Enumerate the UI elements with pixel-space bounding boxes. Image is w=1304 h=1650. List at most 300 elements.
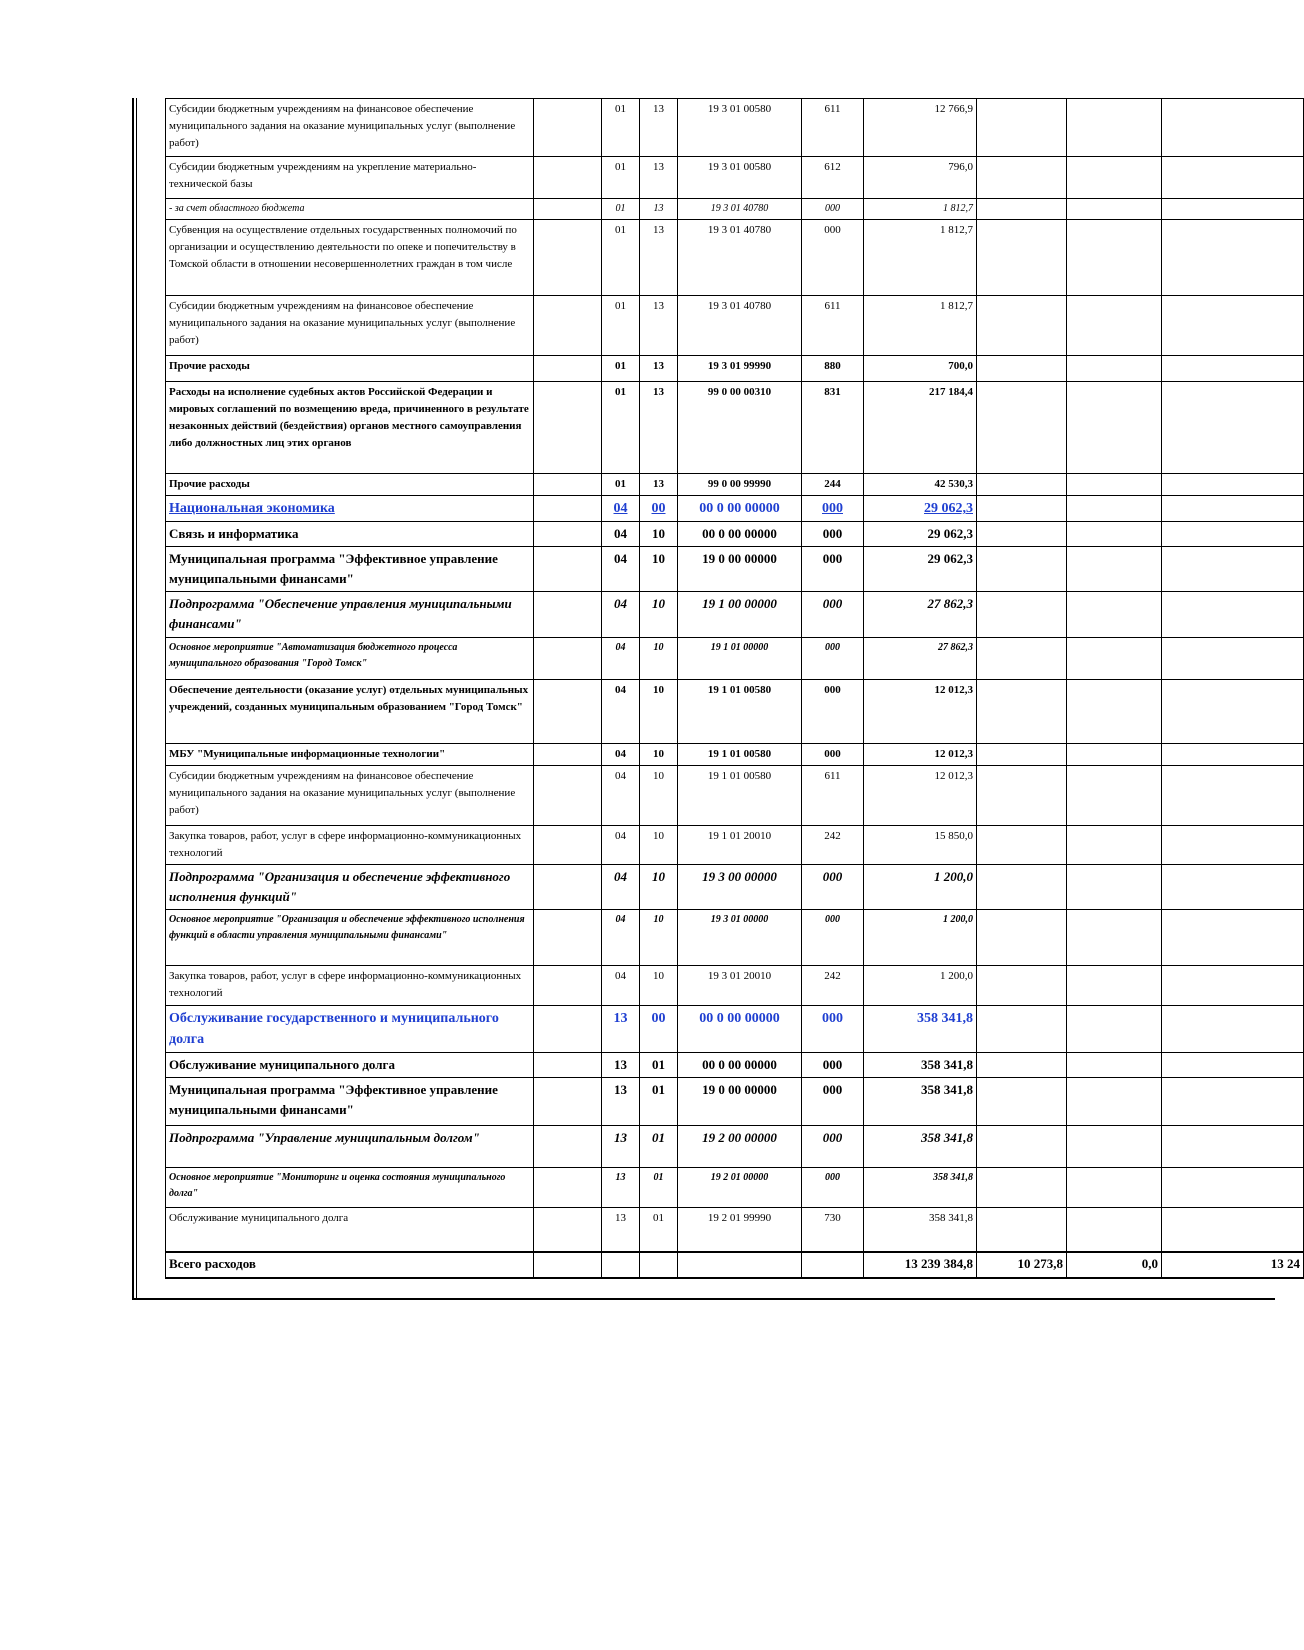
row-subsection xyxy=(640,826,678,865)
row-target-code-text: 19 2 01 99990 xyxy=(707,1212,772,1224)
row-expense-type xyxy=(802,1168,864,1208)
row-section-text: 04 xyxy=(613,501,628,516)
table-row xyxy=(166,496,1304,522)
left-border-thin xyxy=(136,98,137,1300)
table-cell-empty xyxy=(977,382,1067,474)
table-cell-empty xyxy=(1067,865,1162,910)
row-section-text: 04 xyxy=(615,830,626,842)
table-cell-empty xyxy=(1162,220,1304,296)
table-row xyxy=(166,547,1304,592)
row-section xyxy=(602,966,640,1006)
table-body xyxy=(166,99,1304,1252)
table-cell-empty xyxy=(1162,592,1304,638)
row-target-code xyxy=(678,382,802,474)
row-amount-text: 27 862,3 xyxy=(938,642,973,653)
row-subsection xyxy=(640,592,678,638)
row-amount xyxy=(864,496,977,522)
table-cell-empty xyxy=(1162,1078,1304,1126)
total-label: Всего расходов xyxy=(166,1252,534,1278)
row-name-text: Обслуживание муниципального долга xyxy=(169,1212,349,1224)
row-subsection-text: 10 xyxy=(653,642,664,653)
row-target-code-text: 19 0 00 00000 xyxy=(702,551,777,566)
row-section-text: 01 xyxy=(615,300,626,312)
row-expense-type-text: 000 xyxy=(822,1011,843,1026)
row-amount-text: 12 012,3 xyxy=(934,748,973,760)
row-target-code-text: 00 0 00 00000 xyxy=(699,1011,780,1026)
row-amount-text: 12 012,3 xyxy=(934,770,973,782)
table-cell-empty xyxy=(977,826,1067,865)
row-subsection xyxy=(640,680,678,744)
row-amount xyxy=(864,1006,977,1053)
table-cell-empty xyxy=(977,1168,1067,1208)
table-row xyxy=(166,1006,1304,1053)
table-cell-empty xyxy=(534,1208,602,1252)
row-name-text: Субсидии бюджетным учреждениям на укрепление материально-технической базы xyxy=(169,161,477,190)
table-cell-empty xyxy=(1162,638,1304,680)
table-cell-empty xyxy=(534,1006,602,1053)
row-amount xyxy=(864,680,977,744)
row-name xyxy=(166,522,534,547)
row-subsection-text: 13 xyxy=(653,224,664,236)
row-expense-type xyxy=(802,1208,864,1252)
row-name-text: Основное мероприятие "Автоматизация бюджетного процесса муниципального образования "Город Томск" xyxy=(169,642,458,669)
left-border-thick xyxy=(132,98,134,1300)
row-section-text: 04 xyxy=(615,914,626,925)
row-section-text: 04 xyxy=(614,526,627,541)
table-row xyxy=(166,220,1304,296)
row-expense-type xyxy=(802,638,864,680)
table-cell-empty xyxy=(1067,157,1162,199)
table-cell-empty xyxy=(1067,99,1162,157)
row-name xyxy=(166,638,534,680)
row-target-code-text: 19 1 01 20010 xyxy=(707,830,772,842)
row-subsection-text: 10 xyxy=(653,830,664,842)
row-expense-type xyxy=(802,766,864,826)
table-cell-empty xyxy=(534,474,602,496)
row-expense-type-text: 000 xyxy=(822,1057,843,1072)
row-subsection xyxy=(640,496,678,522)
row-subsection-text: 10 xyxy=(653,970,664,982)
row-subsection xyxy=(640,910,678,966)
row-amount xyxy=(864,1053,977,1078)
row-section-text: 01 xyxy=(615,103,626,115)
table-cell-empty xyxy=(534,744,602,766)
row-expense-type-text: 611 xyxy=(824,300,841,312)
table-cell-empty xyxy=(1067,496,1162,522)
table-cell-empty xyxy=(1067,296,1162,356)
row-section xyxy=(602,865,640,910)
table-cell-empty xyxy=(1162,865,1304,910)
row-section-text: 13 xyxy=(613,1011,628,1026)
total-amount: 13 239 384,8 xyxy=(864,1252,977,1278)
row-expense-type xyxy=(802,865,864,910)
row-name xyxy=(166,474,534,496)
table-cell-empty xyxy=(534,910,602,966)
row-section-text: 04 xyxy=(614,551,627,566)
row-name xyxy=(166,766,534,826)
row-name xyxy=(166,220,534,296)
row-expense-type-text: 831 xyxy=(824,386,841,398)
row-expense-type xyxy=(802,474,864,496)
row-amount-text: 358 341,8 xyxy=(929,1212,973,1224)
table-cell-empty xyxy=(977,592,1067,638)
row-section xyxy=(602,547,640,592)
row-subsection xyxy=(640,966,678,1006)
row-amount-text: 29 062,3 xyxy=(927,526,973,541)
table-cell-empty xyxy=(534,1168,602,1208)
row-target-code xyxy=(678,547,802,592)
row-expense-type-text: 242 xyxy=(824,830,841,842)
row-target-code xyxy=(678,1053,802,1078)
table-row xyxy=(166,1078,1304,1126)
row-expense-type xyxy=(802,592,864,638)
table-cell-empty xyxy=(534,826,602,865)
row-target-code-text: 19 3 01 40780 xyxy=(707,300,772,312)
table-cell-empty xyxy=(1162,1168,1304,1208)
row-subsection-text: 00 xyxy=(651,501,666,516)
row-expense-type xyxy=(802,680,864,744)
table-cell-empty xyxy=(1067,826,1162,865)
row-section xyxy=(602,1006,640,1053)
table-cell-empty xyxy=(977,1053,1067,1078)
table-cell-empty xyxy=(534,356,602,382)
row-subsection xyxy=(640,547,678,592)
row-target-code xyxy=(678,826,802,865)
row-amount xyxy=(864,99,977,157)
row-name-text: Субсидии бюджетным учреждениям на финансовое обеспечение муниципального задания на оказание муниципальных услуг (выполнение работ) xyxy=(169,770,516,816)
table-cell-empty xyxy=(1162,1053,1304,1078)
row-section xyxy=(602,474,640,496)
row-target-code-text: 19 1 01 00580 xyxy=(707,684,772,696)
row-name-text: Подпрограмма "Организация и обеспечение эффективного исполнения функций" xyxy=(169,869,511,904)
row-expense-type-text: 000 xyxy=(822,526,843,541)
row-subsection xyxy=(640,766,678,826)
row-target-code-text: 19 3 00 00000 xyxy=(702,869,777,884)
row-target-code-text: 19 3 01 00000 xyxy=(710,914,769,925)
table-row xyxy=(166,522,1304,547)
row-expense-type xyxy=(802,1126,864,1168)
table-cell-empty xyxy=(1067,592,1162,638)
row-amount xyxy=(864,766,977,826)
row-amount xyxy=(864,826,977,865)
row-section xyxy=(602,496,640,522)
row-name-text: Закупка товаров, работ, услуг в сфере информационно-коммуникационных технологий xyxy=(169,970,522,999)
row-target-code-text: 00 0 00 00000 xyxy=(702,526,777,541)
row-subsection xyxy=(640,296,678,356)
row-name xyxy=(166,865,534,910)
table-cell-empty xyxy=(1162,826,1304,865)
row-expense-type xyxy=(802,99,864,157)
row-name xyxy=(166,1053,534,1078)
table-row xyxy=(166,910,1304,966)
row-amount xyxy=(864,1078,977,1126)
row-section xyxy=(602,382,640,474)
row-expense-type-text: 244 xyxy=(824,478,841,490)
row-section xyxy=(602,157,640,199)
row-name-text: Муниципальная программа "Эффективное управление муниципальными финансами" xyxy=(169,1082,498,1117)
row-target-code xyxy=(678,522,802,547)
row-expense-type-text: 000 xyxy=(822,551,843,566)
row-subsection-text: 10 xyxy=(652,869,665,884)
row-amount-text: 27 862,3 xyxy=(927,596,973,611)
row-target-code-text: 19 1 01 00580 xyxy=(707,770,772,782)
row-name xyxy=(166,99,534,157)
row-name xyxy=(166,382,534,474)
row-expense-type xyxy=(802,1053,864,1078)
row-amount-text: 1 200,0 xyxy=(940,970,973,982)
row-expense-type-text: 000 xyxy=(825,914,840,925)
table-row xyxy=(166,680,1304,744)
row-target-code-text: 19 1 01 00000 xyxy=(710,642,769,653)
row-target-code xyxy=(678,966,802,1006)
row-target-code xyxy=(678,638,802,680)
table-cell-empty xyxy=(534,1078,602,1126)
table-cell-empty xyxy=(1162,199,1304,220)
row-name-text: Субсидии бюджетным учреждениям на финансовое обеспечение муниципального задания на оказание муниципальных услуг (выполнение работ) xyxy=(169,300,516,346)
table-cell-empty xyxy=(534,522,602,547)
row-name xyxy=(166,1006,534,1053)
table-cell-empty xyxy=(1162,1006,1304,1053)
row-expense-type-text: 730 xyxy=(824,1212,841,1224)
row-subsection xyxy=(640,1126,678,1168)
row-amount xyxy=(864,199,977,220)
table-cell-empty xyxy=(1067,356,1162,382)
row-name xyxy=(166,199,534,220)
row-expense-type xyxy=(802,966,864,1006)
table-cell-empty xyxy=(534,865,602,910)
table-cell-empty xyxy=(977,496,1067,522)
table-cell-empty xyxy=(977,766,1067,826)
row-section xyxy=(602,1078,640,1126)
table-cell-empty xyxy=(977,522,1067,547)
row-amount xyxy=(864,382,977,474)
table-cell-empty xyxy=(1162,496,1304,522)
table-cell-empty xyxy=(1162,296,1304,356)
row-target-code xyxy=(678,220,802,296)
table-cell-empty xyxy=(977,910,1067,966)
row-target-code xyxy=(678,910,802,966)
row-subsection xyxy=(640,356,678,382)
table-cell-empty xyxy=(1162,966,1304,1006)
row-amount xyxy=(864,638,977,680)
row-target-code-text: 19 3 01 20010 xyxy=(707,970,772,982)
table-row xyxy=(166,1168,1304,1208)
row-expense-type-text: 000 xyxy=(822,1082,843,1097)
row-subsection xyxy=(640,1208,678,1252)
row-name-text: МБУ "Муниципальные информационные технологии" xyxy=(169,748,446,760)
row-section xyxy=(602,744,640,766)
row-section xyxy=(602,220,640,296)
table-cell-empty xyxy=(977,547,1067,592)
row-expense-type xyxy=(802,1078,864,1126)
row-name xyxy=(166,826,534,865)
table-cell-empty xyxy=(1067,680,1162,744)
row-expense-type xyxy=(802,910,864,966)
row-name xyxy=(166,1208,534,1252)
row-name-text: Субвенция на осуществление отдельных государственных полномочий по организации и осуществлению деятельности по опеке и попечительству в Томской области в отношении несовершеннолетних граждан в том числе xyxy=(169,224,517,270)
row-section-text: 04 xyxy=(615,770,626,782)
table-cell-empty xyxy=(1162,382,1304,474)
row-subsection-text: 10 xyxy=(653,748,664,760)
row-expense-type-text: 000 xyxy=(822,501,843,516)
row-amount xyxy=(864,157,977,199)
total-col4: 13 24 xyxy=(1162,1252,1304,1278)
table-cell-empty xyxy=(977,220,1067,296)
row-section xyxy=(602,1168,640,1208)
row-subsection-text: 10 xyxy=(652,526,665,541)
row-subsection-text: 13 xyxy=(653,103,664,115)
row-target-code xyxy=(678,99,802,157)
row-target-code-text: 19 1 01 00580 xyxy=(707,748,772,760)
row-amount-text: 358 341,8 xyxy=(921,1082,973,1097)
row-section-text: 04 xyxy=(615,970,626,982)
table-cell-empty xyxy=(1162,1126,1304,1168)
table-cell-empty xyxy=(1067,1053,1162,1078)
row-amount xyxy=(864,522,977,547)
row-target-code-text: 19 3 01 40780 xyxy=(710,203,769,214)
table-cell-empty xyxy=(977,356,1067,382)
table-cell-empty xyxy=(1067,910,1162,966)
table-cell-empty xyxy=(1162,99,1304,157)
row-subsection-text: 13 xyxy=(653,478,664,490)
row-name xyxy=(166,1078,534,1126)
row-name xyxy=(166,592,534,638)
row-amount-text: 29 062,3 xyxy=(927,551,973,566)
row-amount xyxy=(864,474,977,496)
table-cell-empty xyxy=(1067,1208,1162,1252)
table-row xyxy=(166,1053,1304,1078)
row-subsection xyxy=(640,522,678,547)
row-subsection xyxy=(640,382,678,474)
row-name xyxy=(166,680,534,744)
row-amount-text: 42 530,3 xyxy=(934,478,973,490)
row-amount-text: 1 812,7 xyxy=(940,300,973,312)
row-name xyxy=(166,547,534,592)
row-target-code xyxy=(678,199,802,220)
row-subsection-text: 10 xyxy=(653,684,664,696)
row-expense-type-text: 880 xyxy=(824,360,841,372)
table-cell-empty xyxy=(1067,199,1162,220)
table-row xyxy=(166,766,1304,826)
row-subsection-text: 10 xyxy=(653,914,664,925)
table-cell-empty xyxy=(977,1126,1067,1168)
row-name-text: Основное мероприятие "Организация и обеспечение эффективного исполнения функций в области управления муниципальными финансами" xyxy=(169,914,525,941)
row-expense-type-text: 000 xyxy=(825,203,840,214)
row-section-text: 04 xyxy=(615,642,626,653)
table-row xyxy=(166,199,1304,220)
row-target-code-text: 19 3 01 40780 xyxy=(707,224,772,236)
row-name-text: Субсидии бюджетным учреждениям на финансовое обеспечение муниципального задания на оказание муниципальных услуг (выполнение работ) xyxy=(169,103,516,149)
table-cell-empty xyxy=(534,547,602,592)
row-amount-text: 1 200,0 xyxy=(934,869,973,884)
row-amount-text: 1 812,7 xyxy=(940,224,973,236)
table-row xyxy=(166,99,1304,157)
row-name xyxy=(166,356,534,382)
row-amount-text: 358 341,8 xyxy=(933,1172,973,1183)
table-row xyxy=(166,966,1304,1006)
table-cell-empty xyxy=(1162,680,1304,744)
table-cell-empty xyxy=(534,99,602,157)
table-cell-empty xyxy=(977,1006,1067,1053)
row-name-text: Национальная экономика xyxy=(169,501,335,516)
row-section xyxy=(602,592,640,638)
row-expense-type xyxy=(802,744,864,766)
row-amount-text: 12 012,3 xyxy=(934,684,973,696)
row-subsection-text: 01 xyxy=(652,1082,665,1097)
table-cell-empty xyxy=(1067,1126,1162,1168)
row-amount-text: 12 766,9 xyxy=(934,103,973,115)
row-expense-type xyxy=(802,547,864,592)
row-section xyxy=(602,356,640,382)
table-cell-empty xyxy=(1067,1078,1162,1126)
table-cell-empty xyxy=(534,496,602,522)
row-amount-text: 29 062,3 xyxy=(924,501,973,516)
table-cell-empty xyxy=(1162,1208,1304,1252)
row-section-text: 13 xyxy=(614,1082,627,1097)
row-subsection-text: 13 xyxy=(653,161,664,173)
row-target-code xyxy=(678,1006,802,1053)
row-section-text: 13 xyxy=(614,1057,627,1072)
row-amount xyxy=(864,1168,977,1208)
row-subsection-text: 13 xyxy=(653,386,664,398)
total-col2: 10 273,8 xyxy=(977,1252,1067,1278)
table-row xyxy=(166,382,1304,474)
table-cell-empty xyxy=(1067,744,1162,766)
table-cell-empty xyxy=(1067,966,1162,1006)
row-name xyxy=(166,966,534,1006)
table-cell-empty xyxy=(534,1252,602,1278)
table-row xyxy=(166,356,1304,382)
row-amount-text: 217 184,4 xyxy=(929,386,973,398)
row-expense-type xyxy=(802,496,864,522)
row-section-text: 01 xyxy=(615,224,626,236)
table-cell-empty xyxy=(977,966,1067,1006)
table-cell-empty xyxy=(802,1252,864,1278)
row-target-code xyxy=(678,1168,802,1208)
table-cell-empty xyxy=(977,99,1067,157)
row-subsection-text: 13 xyxy=(653,360,664,372)
row-target-code xyxy=(678,766,802,826)
table-cell-empty xyxy=(534,296,602,356)
row-target-code xyxy=(678,157,802,199)
row-section xyxy=(602,199,640,220)
row-name-text: Основное мероприятие "Мониторинг и оценка состояния муниципального долга" xyxy=(169,1172,506,1199)
table-cell-empty xyxy=(1067,638,1162,680)
row-name-text: Подпрограмма "Обеспечение управления муниципальными финансами" xyxy=(169,596,512,631)
table-cell-empty xyxy=(534,680,602,744)
row-section xyxy=(602,296,640,356)
row-name-text: Связь и информатика xyxy=(169,526,299,541)
row-name xyxy=(166,744,534,766)
row-amount-text: 700,0 xyxy=(948,360,973,372)
row-section xyxy=(602,638,640,680)
row-name-text: - за счет областного бюджета xyxy=(169,203,305,214)
row-target-code-text: 19 1 00 00000 xyxy=(702,596,777,611)
row-name-text: Муниципальная программа "Эффективное управление муниципальными финансами" xyxy=(169,551,498,586)
row-section-text: 13 xyxy=(615,1172,626,1183)
row-subsection-text: 00 xyxy=(651,1011,666,1026)
row-amount-text: 1 200,0 xyxy=(943,914,973,925)
row-expense-type-text: 000 xyxy=(822,596,843,611)
row-expense-type xyxy=(802,1006,864,1053)
row-target-code-text: 19 2 01 00000 xyxy=(710,1172,769,1183)
table-row xyxy=(166,865,1304,910)
row-expense-type-text: 000 xyxy=(825,642,840,653)
table-cell-empty xyxy=(534,592,602,638)
row-amount xyxy=(864,356,977,382)
row-subsection xyxy=(640,1053,678,1078)
row-amount-text: 358 341,8 xyxy=(921,1130,973,1145)
